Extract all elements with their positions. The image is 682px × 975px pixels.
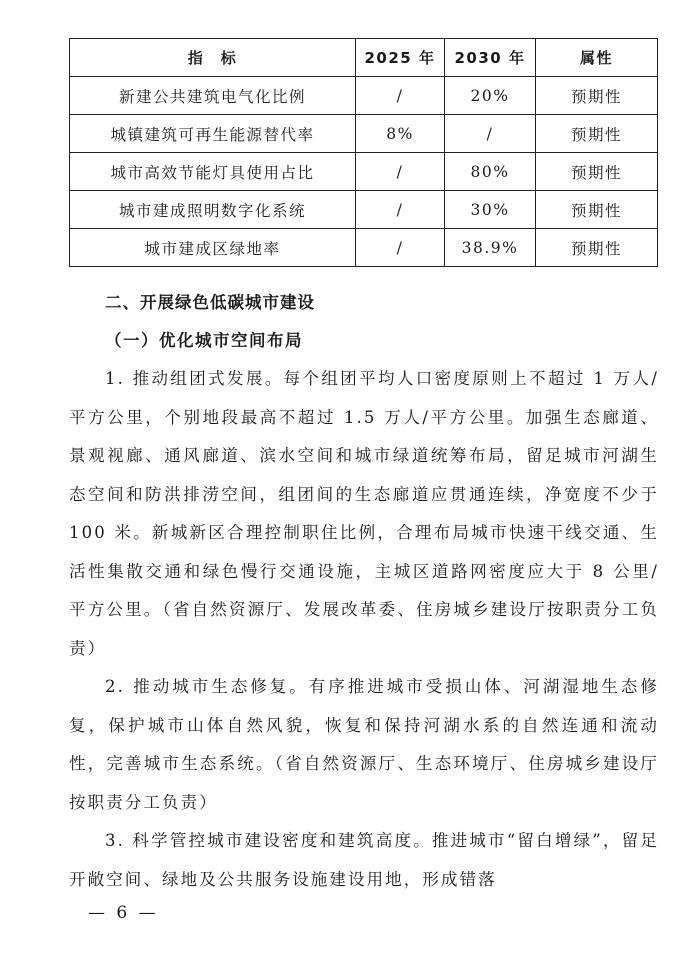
cell-indicator: 新建公共建筑电气化比例: [70, 77, 356, 115]
indicator-table: [69, 38, 658, 267]
cell-attribute: 预期性: [536, 115, 658, 153]
cell-2030: 38.9%: [445, 229, 536, 267]
document-body: [69, 284, 659, 899]
section-heading: 二、开展绿色低碳城市建设: [105, 293, 315, 312]
cell-2030: 80%: [445, 153, 536, 191]
cell-indicator: 城市高效节能灯具使用占比: [70, 153, 356, 191]
cell-2025: /: [356, 191, 445, 229]
table-header-row: [70, 39, 658, 77]
cell-2030: /: [445, 115, 536, 153]
cell-indicator: 城市建成照明数字化系统: [70, 191, 356, 229]
header-2030: 2030 年: [445, 39, 536, 77]
page-number: — 6 —: [88, 903, 159, 923]
paragraph-2: 2. 推动城市生态修复。有序推进城市受损山体、河湖湿地生态修复，保护城市山体自然风貌，恢复和保持河湖水系的自然连通和流动性，完善城市生态系统。（省自然资源厅、生态环境厅、住房城乡建设厅按职责分工负责）: [69, 677, 659, 812]
table-row: [70, 153, 658, 191]
cell-indicator: 城镇建筑可再生能源替代率: [70, 115, 356, 153]
indicator-table-container: [69, 38, 657, 267]
table-row: [70, 229, 658, 267]
header-indicator: 指 标: [70, 39, 356, 77]
cell-indicator: 城市建成区绿地率: [70, 229, 356, 267]
cell-2025: /: [356, 229, 445, 267]
paragraph-3: 3. 科学管控城市建设密度和建筑高度。推进城市“留白增绿”，留足开敞空间、绿地及公共服务设施建设用地，形成错落: [69, 831, 659, 889]
table-row: [70, 115, 658, 153]
cell-2025: /: [356, 153, 445, 191]
cell-attribute: 预期性: [536, 191, 658, 229]
cell-2030: 20%: [445, 77, 536, 115]
cell-attribute: 预期性: [536, 229, 658, 267]
table-row: [70, 191, 658, 229]
header-2025: 2025 年: [356, 39, 445, 77]
header-attribute: 属性: [536, 39, 658, 77]
cell-attribute: 预期性: [536, 153, 658, 191]
cell-attribute: 预期性: [536, 77, 658, 115]
table-row: [70, 77, 658, 115]
paragraph-1: 1. 推动组团式发展。每个组团平均人口密度原则上不超过 1 万人/平方公里，个别地段最高不超过 1.5 万人/平方公里。加强生态廊道、景观视廊、通风廊道、滨水空间和城市绿道统筹布局，留足城市河湖生态空间和防洪排涝空间，组团间的生态廊道应贯通连续，净宽度不少于 100 米。新城新区合理控制职住比例，合理布局城市快速干线交通、生活性集散交通和绿色慢行交通设施，主城区道路网密度应大于 8 公里/平方公里。（省自然资源厅、发展改革委、住房城乡建设厅按职责分工负责）: [69, 369, 659, 658]
cell-2025: 8%: [356, 115, 445, 153]
subsection-heading: （一）优化城市空间布局: [105, 331, 303, 350]
cell-2025: /: [356, 77, 445, 115]
cell-2030: 30%: [445, 191, 536, 229]
